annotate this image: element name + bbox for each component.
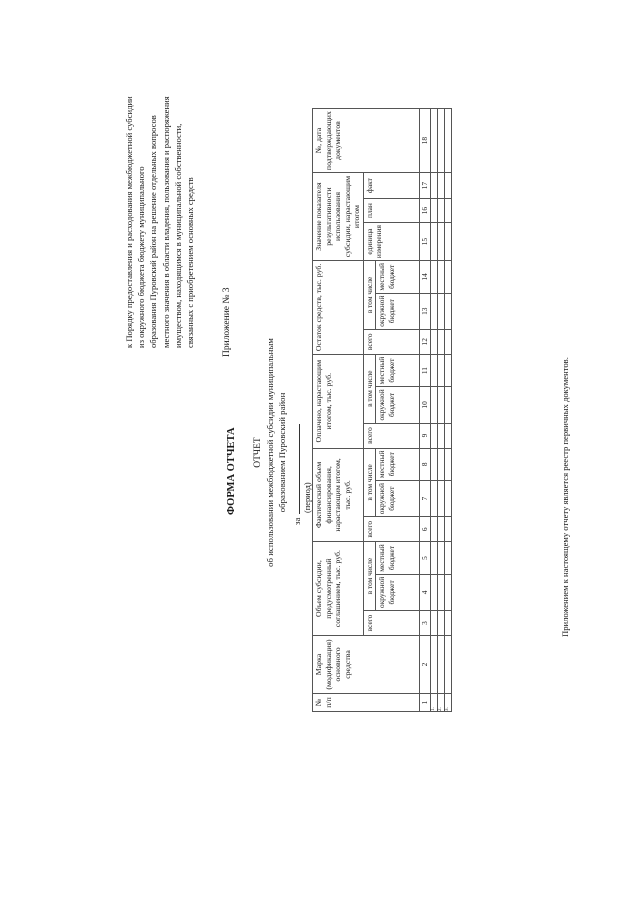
header-date: №, дата подтверждающих документов [313, 109, 420, 173]
form-title: ФОРМА ОТЧЕТА [226, 427, 237, 515]
col-number: 1 [420, 694, 431, 712]
header-mest: местный бюджет [376, 261, 420, 294]
period-prefix: за [292, 517, 302, 525]
header-mark: Марка (модификация) основного средства [313, 636, 420, 694]
col-number: 14 [420, 261, 431, 294]
col-number: 9 [420, 423, 431, 448]
col-number: 13 [420, 293, 431, 329]
col-number: 4 [420, 574, 431, 610]
col-number: 2 [420, 636, 431, 694]
header-unit: единица измерения [363, 223, 419, 261]
row-number: 1. [430, 694, 437, 712]
column-number-row [420, 109, 431, 712]
header-num: № п/п [313, 694, 420, 712]
header-total: всего [363, 611, 419, 636]
col-number: 5 [420, 542, 431, 575]
header-mest: местный бюджет [376, 354, 420, 387]
header-paid: Оплачено, нарастающим итогом, тыс. руб. [313, 354, 364, 448]
header-incl: в том числе [363, 448, 375, 517]
row-number: 3. [444, 694, 451, 712]
col-number: 12 [420, 329, 431, 354]
table-row [444, 109, 451, 712]
header-line: образования Пуровский район на решение отдельных вопросов [148, 115, 159, 348]
col-number: 11 [420, 354, 431, 387]
col-number: 6 [420, 517, 431, 542]
period-caption: (период) [303, 482, 312, 513]
header-line: местного значения в области владения, пользования и распоряжения [160, 96, 171, 348]
appendix-title: Приложение № 3 [222, 287, 232, 357]
col-number: 10 [420, 387, 431, 423]
header-okr: окружной бюджет [376, 481, 420, 517]
col-number: 18 [420, 109, 431, 173]
col-number: 16 [420, 199, 431, 223]
header-mest: местный бюджет [376, 448, 420, 481]
header-total: всего [363, 423, 419, 448]
footnote: Приложением к настоящему отчету является реестр первичных документов. [560, 357, 570, 637]
header-okr: окружной бюджет [376, 574, 420, 610]
header-fact: факт [363, 173, 419, 199]
report-table [312, 108, 452, 712]
row-number: 2. [437, 694, 444, 712]
report-subtitle: образованием Пуровский район [277, 392, 287, 513]
period-line [290, 424, 302, 525]
table-row [430, 109, 437, 712]
col-number: 8 [420, 448, 431, 481]
table-row [437, 109, 444, 712]
header-financing: Фактический объем финансирования, нарастающим итогом, тыс. руб. [313, 448, 364, 542]
header-indicator: Значение показателя результативности использования субсидии, нарастающим итогом [313, 173, 364, 261]
header-mest: местный бюджет [376, 542, 420, 575]
report-title: ОТЧЕТ [253, 437, 263, 468]
header-line: имуществом, находящимся в муниципальной собственности, [172, 123, 183, 348]
header-block [123, 96, 196, 348]
col-number: 17 [420, 173, 431, 199]
header-incl: в том числе [363, 354, 375, 423]
header-incl: в том числе [363, 261, 375, 330]
header-total: всего [363, 517, 419, 542]
period-blank [290, 424, 300, 514]
col-number: 7 [420, 481, 431, 517]
header-line: из окружного бюджета бюджету муниципального [136, 166, 147, 348]
col-number: 3 [420, 611, 431, 636]
header-subsidy: Объем субсидии, предусмотренный соглашением, тыс. руб. [313, 542, 364, 636]
header-balance: Остаток средств, тыс. руб. [313, 261, 364, 355]
header-incl: в том числе [363, 542, 375, 611]
header-okr: окружной бюджет [376, 293, 420, 329]
header-okr: окружной бюджет [376, 387, 420, 423]
header-plan: план [363, 199, 419, 223]
report-subtitle: об использовании межбюджетной субсидии муниципальным [265, 338, 275, 567]
header-total: всего [363, 329, 419, 354]
header-line: связанных с приобретением основных средств [185, 177, 196, 348]
col-number: 15 [420, 223, 431, 261]
header-line: к Порядку предоставления и расходования межбюджетной субсидии [124, 96, 134, 348]
